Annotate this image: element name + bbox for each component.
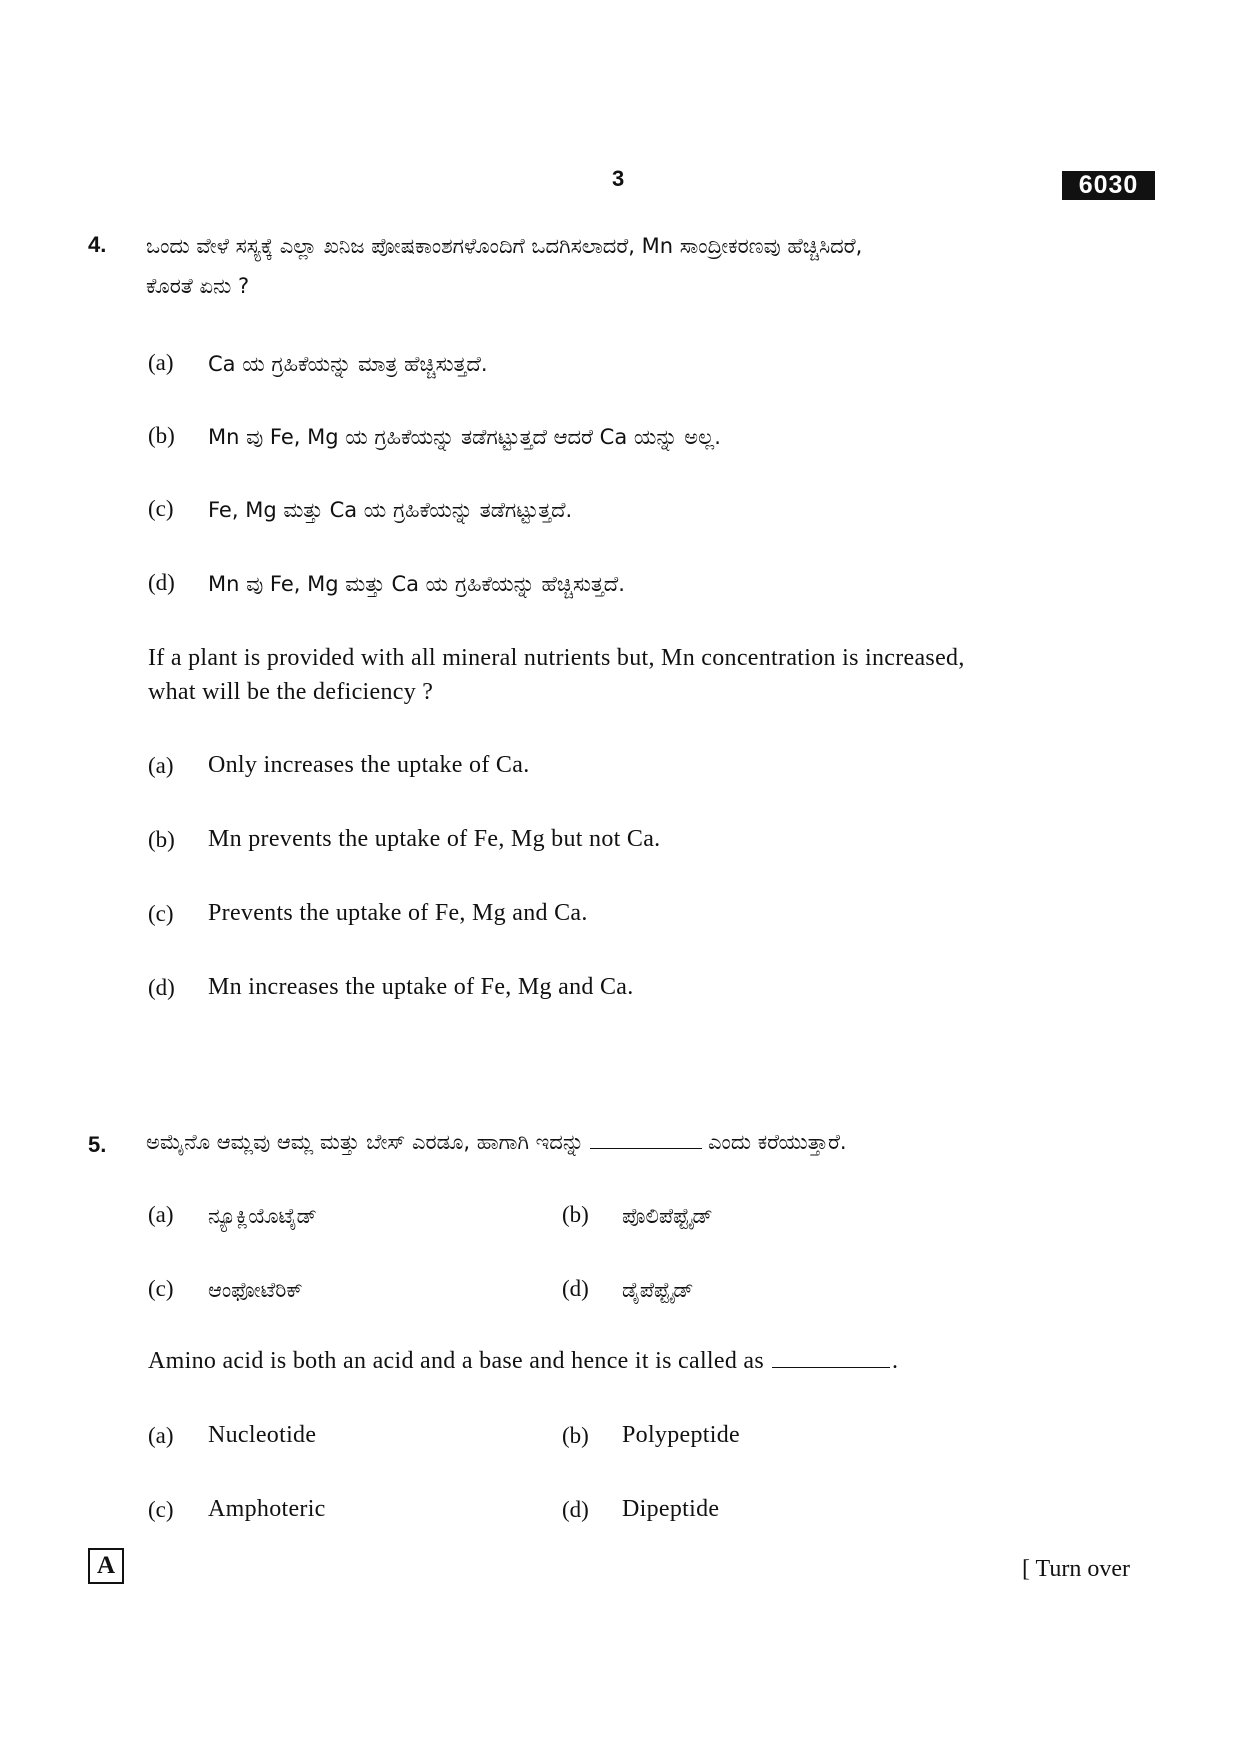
question-4-number: 4. xyxy=(88,232,107,257)
question-5-kannada-after-blank: ಎಂದು ಕರೆಯುತ್ತಾರೆ. xyxy=(708,1130,847,1154)
q4-kannada-option-d-text: Mn ವು Fe, Mg ಮತ್ತು Ca ಯ ಗ್ರಹಿಕೆಯನ್ನು ಹೆಚ್ಚಿಸುತ್ತದೆ. xyxy=(208,572,625,596)
q5-english-option-a-letter: (a) xyxy=(148,1423,174,1448)
q4-kannada-option-a-text: Ca ಯ ಗ್ರಹಿಕೆಯನ್ನು ಮಾತ್ರ ಹೆಚ್ಚಿಸುತ್ತದೆ. xyxy=(208,352,488,376)
q5-kannada-option-c-text: ಆಂಫೋಟೆರಿಕ್ xyxy=(208,1278,303,1302)
answer-blank xyxy=(772,1366,890,1368)
q4-english-option-c-text: Prevents the uptake of Fe, Mg and Ca. xyxy=(208,900,588,926)
paper-code-badge: 6030 xyxy=(1062,171,1155,200)
q4-kannada-option-a xyxy=(148,350,174,376)
q5-kannada-option-a-text: ನ್ಯೂಕ್ಲಿಯೊಟೈಡ್ xyxy=(208,1204,317,1228)
q4-kannada-option-b xyxy=(148,423,175,449)
q4-english-option-a-letter: (a) xyxy=(148,753,174,778)
q4-english-option-b-letter: (b) xyxy=(148,827,175,852)
q4-kannada-option-c-text: Fe, Mg ಮತ್ತು Ca ಯ ಗ್ರಹಿಕೆಯನ್ನು ತಡೆಗಟ್ಟುತ್ತದೆ. xyxy=(208,498,573,522)
q4-english-option-c-letter: (c) xyxy=(148,901,174,926)
q5-english-option-d-letter: (d) xyxy=(562,1497,589,1522)
question-5-kannada-stem xyxy=(146,1130,847,1155)
q5-kannada-option-a-letter: (a) xyxy=(148,1202,174,1227)
q5-kannada-option-d-letter: (d) xyxy=(562,1276,589,1301)
answer-blank xyxy=(590,1147,702,1149)
question-5-english-before-blank: Amino acid is both an acid and a base and hence it is called as xyxy=(148,1348,765,1374)
question-5-english-after-blank: . xyxy=(892,1348,899,1374)
q5-english-option-c-text: Amphoteric xyxy=(208,1496,326,1522)
q5-english-option-b-letter: (b) xyxy=(562,1423,589,1448)
question-4-english-line-2: what will be the deficiency ? xyxy=(148,679,434,705)
q5-english-option-d-text: Dipeptide xyxy=(622,1496,720,1522)
question-5-number: 5. xyxy=(88,1132,107,1157)
question-4-english-line-1: If a plant is provided with all mineral nutrients but, Mn concentration is increased, xyxy=(148,645,965,671)
q4-kannada-option-b-text: Mn ವು Fe, Mg ಯ ಗ್ರಹಿಕೆಯನ್ನು ತಡೆಗಟ್ಟುತ್ತದೆ ಆದರೆ Ca ಯನ್ನು ಅಲ್ಲ. xyxy=(208,425,721,449)
q5-english-option-a-text: Nucleotide xyxy=(208,1422,317,1448)
option-letter: (a) xyxy=(148,350,174,375)
page-number: 3 xyxy=(612,166,625,191)
question-4-english-stem xyxy=(148,641,1158,709)
q4-kannada-option-d xyxy=(148,570,175,596)
q5-english-option-c-letter: (c) xyxy=(148,1497,174,1522)
q4-english-option-b-text: Mn prevents the uptake of Fe, Mg but not Ca. xyxy=(208,826,661,852)
option-letter: (d) xyxy=(148,570,175,595)
option-letter: (b) xyxy=(148,423,175,448)
question-4-kannada-line-2: ಕೊರತೆ ಏನು ? xyxy=(146,274,250,298)
option-letter: (c) xyxy=(148,496,174,521)
q4-kannada-option-c xyxy=(148,496,174,522)
question-5-english-stem xyxy=(148,1348,898,1375)
turn-over-note: [ Turn over xyxy=(1022,1556,1131,1582)
q5-english-option-b-text: Polypeptide xyxy=(622,1422,740,1448)
question-set-label: A xyxy=(88,1548,124,1584)
question-5-kannada-before-blank: ಅಮೈನೊ ಆಮ್ಲವು ಆಮ್ಲ ಮತ್ತು ಬೇಸ್ ಎರಡೂ, ಹಾಗಾಗಿ ಇದನ್ನು xyxy=(146,1130,585,1154)
q4-english-option-a-text: Only increases the uptake of Ca. xyxy=(208,752,530,778)
question-4-kannada-stem xyxy=(146,226,1156,306)
q4-english-option-d-text: Mn increases the uptake of Fe, Mg and Ca. xyxy=(208,974,634,1000)
q5-kannada-option-b-text: ಪೊಲಿಪೆಪ್ಟೈಡ್ xyxy=(622,1204,713,1228)
question-4-kannada-line-1: ಒಂದು ವೇಳೆ ಸಸ್ಯಕ್ಕೆ ಎಲ್ಲಾ ಖನಿಜ ಪೋಷಕಾಂಶಗಳೊಂದಿಗೆ ಒದಗಿಸಲಾದರೆ, Mn ಸಾಂದ್ರೀಕರಣವು ಹೆಚ್ಚಿಸಿದರೆ, xyxy=(146,234,863,258)
q5-kannada-option-d-text: ಡೈಪೆಪ್ಟೈಡ್ xyxy=(622,1278,694,1302)
q4-english-option-d-letter: (d) xyxy=(148,975,175,1000)
q5-kannada-option-c-letter: (c) xyxy=(148,1276,174,1301)
q5-kannada-option-b-letter: (b) xyxy=(562,1202,589,1227)
